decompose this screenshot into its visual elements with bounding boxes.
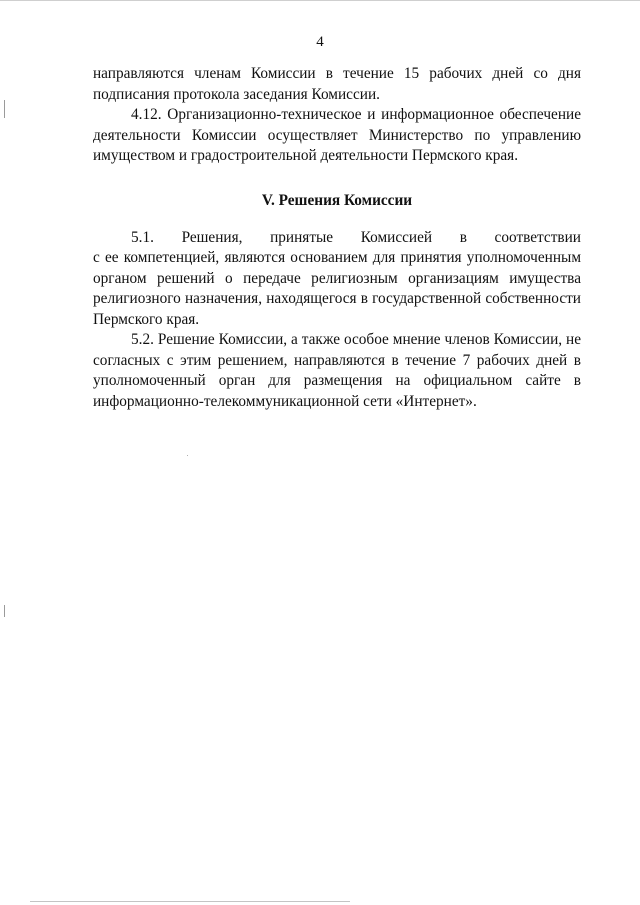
paragraph-5-1-body: с ее компетенцией, являются основанием для принятия уполномоченным органом решений о передаче религиозным организациям имущества религиозного назначения, находящегося в государственной собственности Пермского края. xyxy=(93,249,581,328)
paragraph-5-1-first-line: 5.1. Решения, принятые Комиссией в соответствии xyxy=(131,228,581,246)
paragraph-continuation: направляются членам Комиссии в течение 15 рабочих дней со дня подписания протокола заседания Комиссии. xyxy=(93,65,581,103)
scan-edge-top xyxy=(0,0,640,1)
document-body xyxy=(93,64,581,412)
paragraph-5-1 xyxy=(93,228,581,331)
scan-speck xyxy=(187,455,188,456)
section-heading: V. Решения Комиссии xyxy=(261,191,413,209)
scan-edge-mark xyxy=(4,100,5,118)
paragraph-4-12: 4.12. Организационно-техническое и информационное обеспечение деятельности Комиссии осуществляет Министерство по управлению имуществом и градостроительной деятельности Пермского края. xyxy=(93,106,581,164)
scan-edge-mark xyxy=(4,605,5,617)
page-number: 4 xyxy=(316,34,324,50)
scan-edge-bottom xyxy=(30,901,350,902)
paragraph-5-2: 5.2. Решение Комиссии, а также особое мнение членов Комиссии, не согласных с этим решением, направляются в течение 7 рабочих дней в уполномоченный орган для размещения на официальном сайте в информационно-телекоммуникационной сети «Интернет». xyxy=(93,331,581,410)
